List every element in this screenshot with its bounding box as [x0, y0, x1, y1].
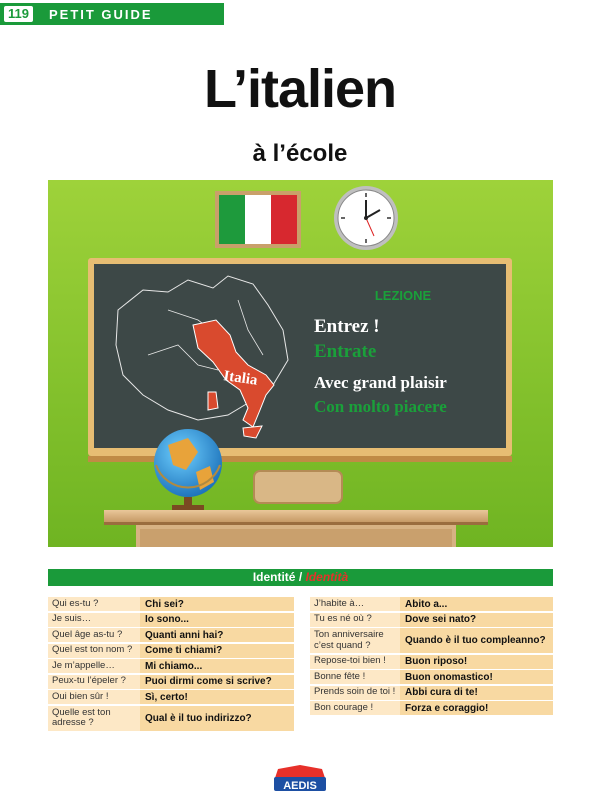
blackboard-line1-fr: Entrez ! — [314, 316, 380, 337]
phrase-it: Qual è il tuo indirizzo? — [140, 706, 294, 731]
phrase-fr: Quel est ton nom ? — [52, 644, 133, 656]
phrase-row — [48, 597, 294, 611]
phrase-row — [48, 644, 294, 658]
blackboard-line2-it: Con molto piacere — [314, 397, 447, 416]
phrase-fr: Bon courage ! — [314, 701, 374, 713]
wall-clock — [334, 186, 398, 250]
italian-flag — [215, 191, 301, 248]
phrase-fr: Quelle est ton adresse ? — [52, 706, 111, 728]
phrase-it: Quanti anni hai? — [140, 628, 294, 642]
chair — [254, 471, 342, 503]
phrase-fr: Quel âge as-tu ? — [52, 628, 123, 640]
publisher-logo — [272, 765, 328, 793]
map-label: Italia — [222, 368, 259, 389]
phrase-row — [48, 690, 294, 704]
phrase-it: Abbi cura di te! — [400, 686, 553, 700]
phrase-fr: Je m’appelle… — [52, 659, 115, 671]
collection-name: PETIT GUIDE — [48, 6, 153, 22]
phrase-column-left — [48, 597, 294, 732]
classroom-illustration — [48, 180, 553, 547]
phrase-row — [310, 613, 553, 627]
phrase-it: Puoi dirmi come si scrive? — [140, 675, 294, 689]
section-header — [48, 569, 553, 586]
cover-title: L’italien — [203, 59, 397, 119]
cover-subtitle: à l’école — [252, 140, 348, 167]
phrase-row — [48, 706, 294, 731]
phrase-fr: Oui bien sûr ! — [52, 690, 109, 702]
phrase-fr: Repose-toi bien ! — [314, 655, 386, 667]
phrase-row — [48, 659, 294, 673]
phrase-it: Forza e coraggio! — [400, 701, 553, 715]
phrase-it: Chi sei? — [140, 597, 294, 611]
phrase-row — [310, 686, 553, 700]
blackboard-line1-it: Entrate — [314, 341, 377, 362]
teacher-desk — [104, 510, 488, 547]
phrase-row — [310, 655, 553, 669]
phrase-it: Sì, certo! — [140, 690, 294, 704]
phrase-fr: Peux-tu l’épeler ? — [52, 675, 126, 687]
phrase-row — [310, 597, 553, 611]
blackboard-line2-fr: Avec grand plaisir — [314, 373, 447, 392]
guide-number: 119 — [4, 6, 33, 22]
collection-badge — [0, 3, 224, 25]
phrase-fr: Qui es-tu ? — [52, 597, 99, 609]
phrase-row — [310, 628, 553, 653]
phrase-it: Buon onomastico! — [400, 670, 553, 684]
section-title-it: Identità — [305, 570, 349, 584]
phrase-it: Come ti chiami? — [140, 644, 294, 658]
phrase-row — [310, 670, 553, 684]
phrase-fr: Tu es né où ? — [314, 613, 372, 625]
section-separator: / — [298, 570, 303, 584]
phrase-it: Buon riposo! — [400, 655, 553, 669]
phrase-fr: Je suis… — [52, 613, 92, 625]
section-title-fr: Identité — [252, 570, 296, 584]
phrase-it: Quando è il tuo compleanno? — [400, 628, 553, 653]
phrase-fr: Bonne fête ! — [314, 670, 366, 682]
phrase-fr: Ton anniversaire c’est quand ? — [314, 629, 384, 651]
phrase-row — [48, 613, 294, 627]
phrase-row — [48, 675, 294, 689]
phrase-row — [48, 628, 294, 642]
phrase-it: Mi chiamo... — [140, 659, 294, 673]
phrase-row — [310, 701, 553, 715]
phrase-fr: J’habite à… — [314, 597, 365, 609]
phrase-fr: Prends soin de toi ! — [314, 686, 396, 698]
publisher-name: AEDIS — [283, 780, 317, 792]
blackboard — [88, 258, 512, 462]
phrase-it: Dove sei nato? — [400, 613, 553, 627]
phrase-column-right — [310, 597, 553, 717]
blackboard-heading: LEZIONE — [374, 288, 432, 303]
phrase-it: Abito a... — [400, 597, 553, 611]
phrase-it: Io sono... — [140, 613, 294, 627]
